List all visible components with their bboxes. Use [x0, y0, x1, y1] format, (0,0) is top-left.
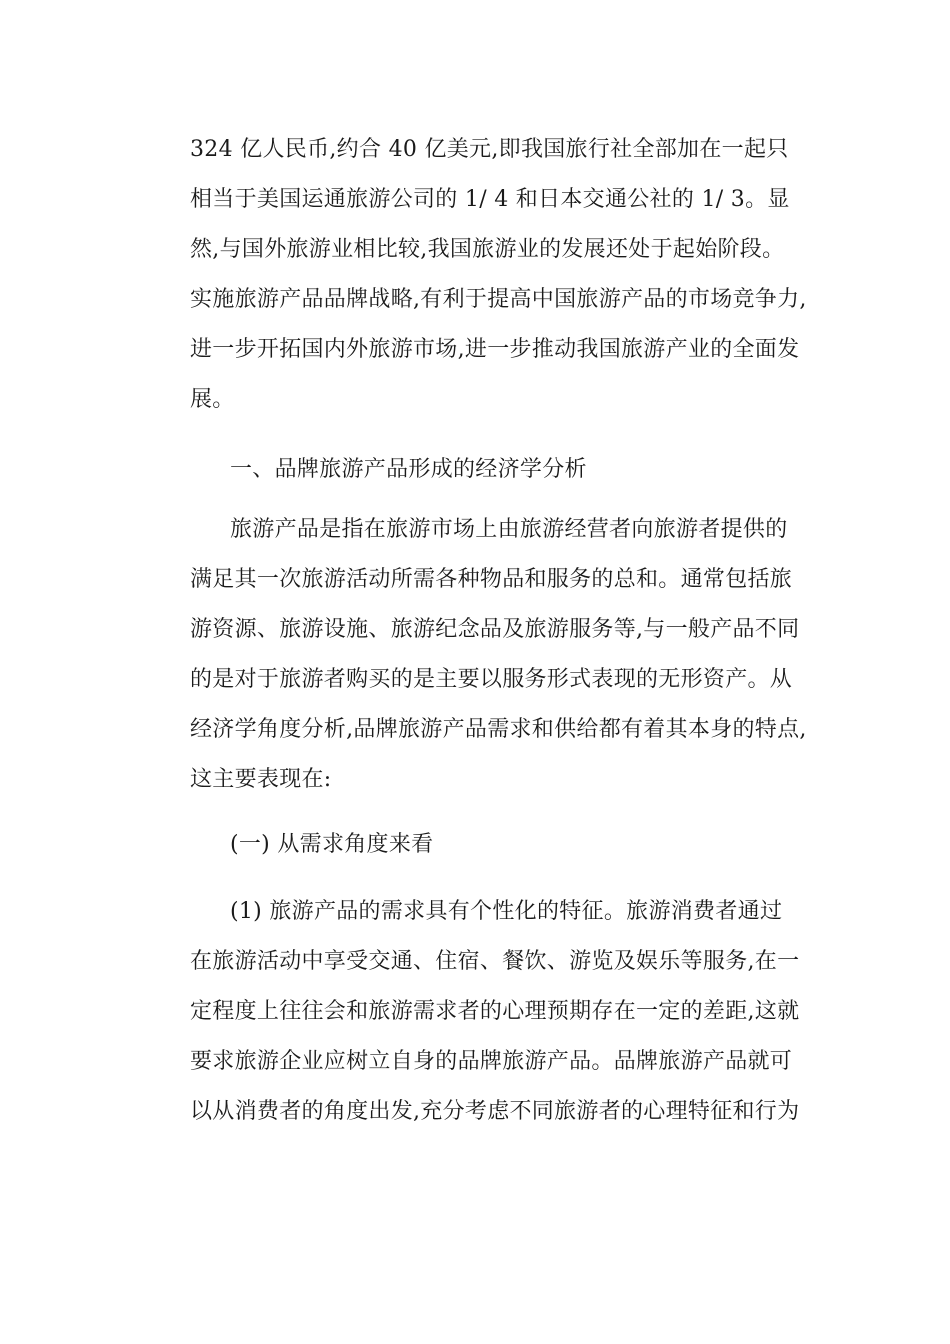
- intro-line-1: 324 亿人民币,约合 40 亿美元,即我国旅行社全部加在一起只: [190, 137, 789, 162]
- intro-line-2: 相当于美国运通旅游公司的 1/ 4 和日本交通公社的 1/ 3。显: [190, 187, 790, 212]
- intro-line-3: 然,与国外旅游业相比较,我国旅游业的发展还处于起始阶段。: [190, 237, 785, 262]
- definition-line-1: 旅游产品是指在旅游市场上由旅游经营者向旅游者提供的: [230, 517, 788, 542]
- definition-line-2: 满足其一次旅游活动所需各种物品和服务的总和。通常包括旅: [190, 567, 793, 592]
- intro-line-6: 展。: [190, 387, 235, 412]
- point1-line-4: 要求旅游企业应树立自身的品牌旅游产品。品牌旅游产品就可: [190, 1049, 793, 1074]
- definition-line-6: 这主要表现在:: [190, 767, 332, 792]
- definition-line-3: 游资源、旅游设施、旅游纪念品及旅游服务等,与一般产品不同: [190, 617, 800, 642]
- section-heading: 一、品牌旅游产品形成的经济学分析: [230, 457, 587, 482]
- point1-line-3: 定程度上往往会和旅游需求者的心理预期存在一定的差距,这就: [190, 999, 800, 1024]
- point1-line-5: 以从消费者的角度出发,充分考虑不同旅游者的心理特征和行为: [190, 1099, 800, 1124]
- definition-line-4: 的是对于旅游者购买的是主要以服务形式表现的无形资产。从: [190, 667, 793, 692]
- intro-line-5: 进一步开拓国内外旅游市场,进一步推动我国旅游产业的全面发: [190, 337, 800, 362]
- definition-line-5: 经济学角度分析,品牌旅游产品需求和供给都有着其本身的特点,: [190, 717, 807, 742]
- intro-line-4: 实施旅游产品品牌战略,有利于提高中国旅游产品的市场竞争力,: [190, 287, 807, 312]
- point1-line-1: (1) 旅游产品的需求具有个性化的特征。旅游消费者通过: [230, 899, 783, 924]
- subheading: (一) 从需求角度来看: [230, 832, 434, 857]
- point1-line-2: 在旅游活动中享受交通、住宿、餐饮、游览及娱乐等服务,在一: [190, 949, 800, 974]
